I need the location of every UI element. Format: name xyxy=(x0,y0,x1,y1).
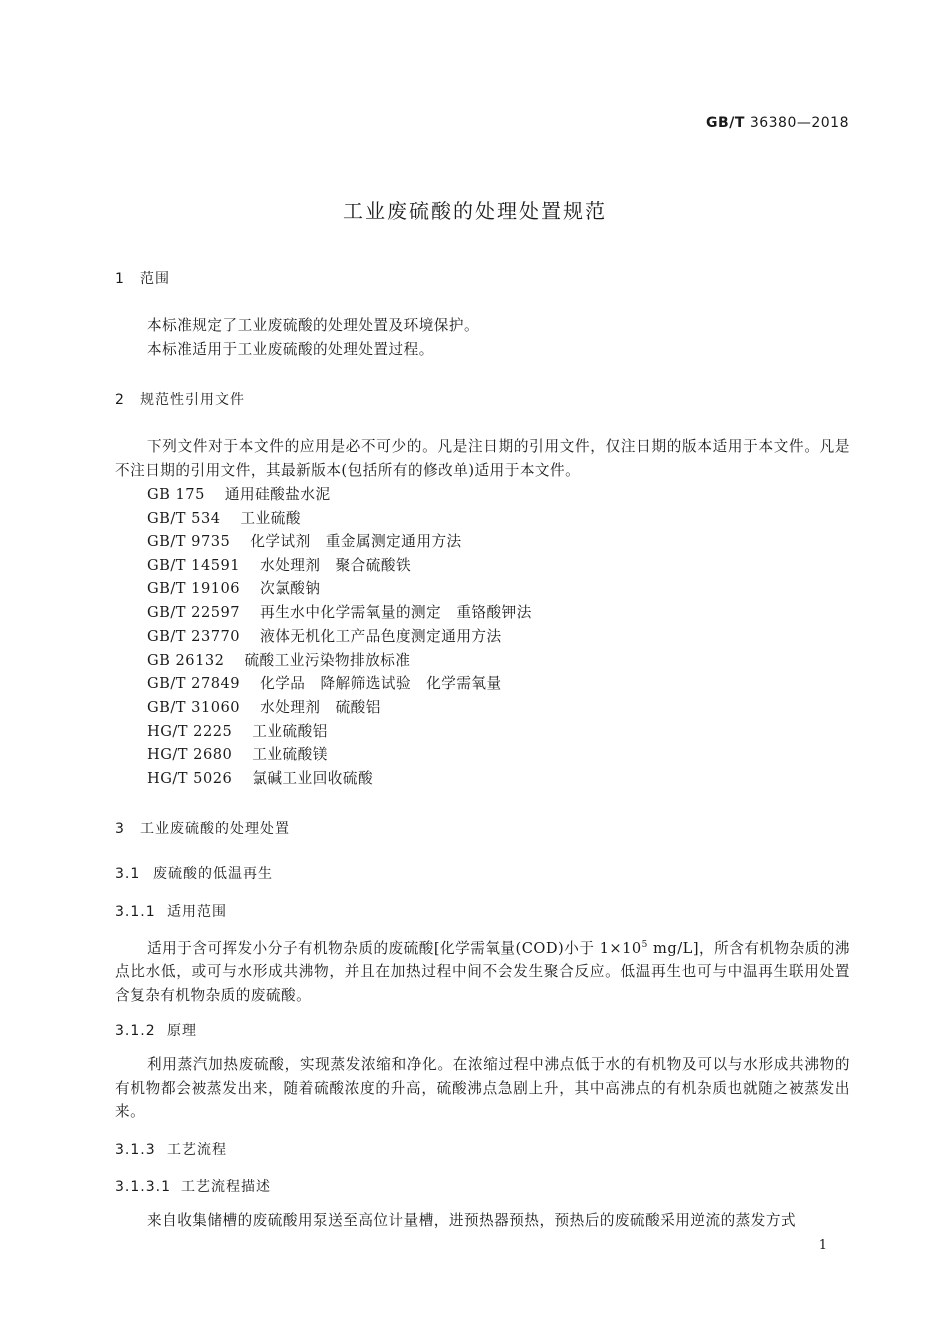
reference-item xyxy=(147,743,328,764)
section-title: 工业废硫酸的处理处置 xyxy=(140,821,290,837)
standard-code xyxy=(706,115,849,131)
reference-code: HG/T 2225 xyxy=(147,723,233,740)
standard-prefix: GB/T xyxy=(706,115,745,131)
reference-name: 水处理剂 硫酸铝 xyxy=(260,699,381,716)
section-2-intro: 下列文件对于本文件的应用是必不可少的。凡是注日期的引用文件，仅注日期的版本适用于本文件。凡是不注日期的引用文件，其最新版本(包括所有的修改单)适用于本文件。 xyxy=(115,438,850,479)
reference-name: 工业硫酸铝 xyxy=(252,723,328,740)
section-3-1-1-heading xyxy=(115,901,227,921)
reference-name: 化学试剂 重金属测定通用方法 xyxy=(250,533,462,550)
reference-code: GB 26132 xyxy=(147,652,225,669)
reference-item xyxy=(147,649,411,670)
section-number: 3.1.1 xyxy=(115,904,156,920)
reference-item xyxy=(147,554,411,575)
reference-item xyxy=(147,577,321,598)
reference-name: 硫酸工业污染物排放标准 xyxy=(244,652,411,669)
reference-code: GB/T 19106 xyxy=(147,580,241,597)
section-3-1-3-1-heading xyxy=(115,1176,271,1196)
reference-item xyxy=(147,530,462,551)
section-number: 3.1.2 xyxy=(115,1023,156,1039)
section-number: 1 xyxy=(115,271,125,287)
section-number: 3.1.3.1 xyxy=(115,1179,171,1195)
reference-name: 水处理剂 聚合硫酸铁 xyxy=(260,557,412,574)
paragraph-text: 适用于含可挥发小分子有机物杂质的废硫酸[化学需氧量(COD)小于 1×10 xyxy=(147,939,642,957)
reference-name: 次氯酸钠 xyxy=(260,580,321,597)
reference-code: GB 175 xyxy=(147,486,205,503)
section-3-1-2-paragraph: 利用蒸汽加热废硫酸，实现蒸发浓缩和净化。在浓缩过程中沸点低于水的有机物及可以与水形成共沸物的有机物都会被蒸发出来，随着硫酸浓度的升高，硫酸沸点急剧上升，其中高沸点的有机杂质也就随之被蒸发出来。 xyxy=(115,1056,850,1120)
reference-item xyxy=(147,483,331,504)
reference-code: GB/T 31060 xyxy=(147,699,241,716)
section-3-1-3-1-paragraph: 来自收集储槽的废硫酸用泵送至高位计量槽，进预热器预热，预热后的废硫酸采用逆流的蒸发方式 xyxy=(147,1212,797,1229)
section-3-heading xyxy=(115,818,290,838)
reference-name: 液体无机化工产品色度测定通用方法 xyxy=(260,628,502,645)
reference-item xyxy=(147,625,502,646)
standard-number: 36380—2018 xyxy=(749,115,849,131)
section-number: 3.1 xyxy=(115,866,141,882)
section-1-paragraph: 本标准规定了工业废硫酸的处理处置及环境保护。 xyxy=(147,317,480,334)
section-3-1-3-heading xyxy=(115,1139,227,1159)
section-3-1-2-heading xyxy=(115,1020,197,1040)
section-title: 范围 xyxy=(140,271,170,287)
section-title: 适用范围 xyxy=(167,904,227,920)
reference-code: GB/T 22597 xyxy=(147,604,241,621)
reference-name: 工业硫酸 xyxy=(240,510,301,527)
section-3-1-1-paragraph xyxy=(115,934,850,1007)
section-title: 废硫酸的低温再生 xyxy=(153,866,273,882)
section-1-paragraph: 本标准适用于工业废硫酸的处理处置过程。 xyxy=(147,341,434,358)
reference-name: 化学品 降解筛选试验 化学需氧量 xyxy=(260,675,502,692)
page-number: 1 xyxy=(818,1238,827,1253)
reference-code: HG/T 2680 xyxy=(147,746,233,763)
reference-item xyxy=(147,601,532,622)
reference-code: GB/T 14591 xyxy=(147,557,241,574)
section-title: 原理 xyxy=(167,1023,197,1039)
section-number: 2 xyxy=(115,392,125,408)
section-2-heading xyxy=(115,389,245,409)
reference-item xyxy=(147,507,301,528)
reference-item xyxy=(147,672,502,693)
section-number: 3.1.3 xyxy=(115,1142,156,1158)
section-number: 3 xyxy=(115,821,125,837)
reference-item xyxy=(147,720,328,741)
reference-name: 氯碱工业回收硫酸 xyxy=(252,770,374,787)
reference-code: GB/T 23770 xyxy=(147,628,241,645)
document-title: 工业废硫酸的处理处置规范 xyxy=(343,199,607,223)
section-title: 规范性引用文件 xyxy=(140,392,245,408)
reference-name: 再生水中化学需氧量的测定 重铬酸钾法 xyxy=(260,604,532,621)
superscript-exponent: 5 xyxy=(641,940,648,950)
reference-code: GB/T 534 xyxy=(147,510,221,527)
section-title: 工艺流程描述 xyxy=(181,1179,271,1195)
section-title: 工艺流程 xyxy=(167,1142,227,1158)
reference-code: GB/T 27849 xyxy=(147,675,241,692)
section-1-heading xyxy=(115,268,170,288)
reference-name: 工业硫酸镁 xyxy=(252,746,328,763)
section-3-1-heading xyxy=(115,863,273,883)
reference-code: GB/T 9735 xyxy=(147,533,231,550)
paragraph-text: mg/L]，所含有机物杂质的沸点比水低，或可与水形成共沸物，并且在加热过程中间不会发生聚合反应。低温再生也可与中温再生联用处置含复杂有机物杂质的废硫酸。 xyxy=(115,939,851,1004)
reference-code: HG/T 5026 xyxy=(147,770,233,787)
reference-item xyxy=(147,767,373,788)
reference-name: 通用硅酸盐水泥 xyxy=(224,486,331,503)
reference-item xyxy=(147,696,381,717)
